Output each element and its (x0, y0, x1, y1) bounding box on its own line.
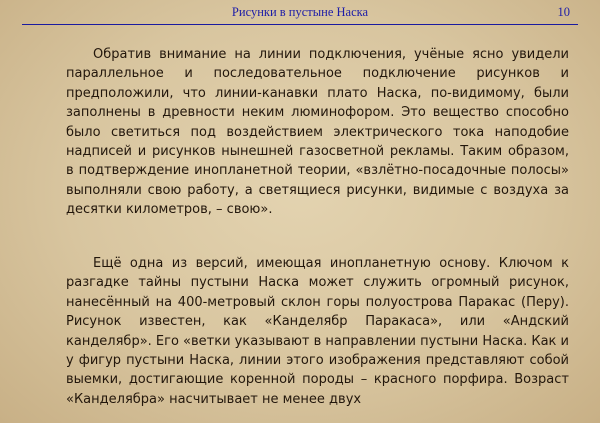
running-title: Рисунки в пустыне Наска (231, 5, 369, 19)
page-header (22, 4, 578, 25)
paragraph-1: Обратив внимание на линии подключения, учёные ясно увидели параллельное и последовательное подключение рисунков и предположили, что линии-канавки плато Наска, по-видимому, были заполнены в древности неким люминофором. Это вещество способно было светиться под воздействием электрического тока наподобие надписей и рисунков нынешней газосветной рекламы. Таким образом, в подтверждение инопланетной теории, «взлётно-посадочные полосы» выполняли свою работу, а светящиеся рисунки, видимые с воздуха за десятки километров, – свою». (66, 47, 569, 218)
paragraph-2: Ещё одна из версий, имеющая инопланетную основу. Ключом к разгадке тайны пустыни Наска может служить огромный рисунок, нанесённый на 400-метровый склон горы полуострова Паракас (Перу). Рисунок известен, как «Канделябр Паракаса», или «Андский канделябр». Его «ветки указывают в направлении пустыни Наска. Как и у фигур пустыни Наска, линии этого изображения представляют собой выемки, достигающие коренной породы – красного порфира. Возраст «Канделябра» насчитывает не менее двух (66, 256, 569, 407)
page-number: 10 (557, 5, 570, 19)
